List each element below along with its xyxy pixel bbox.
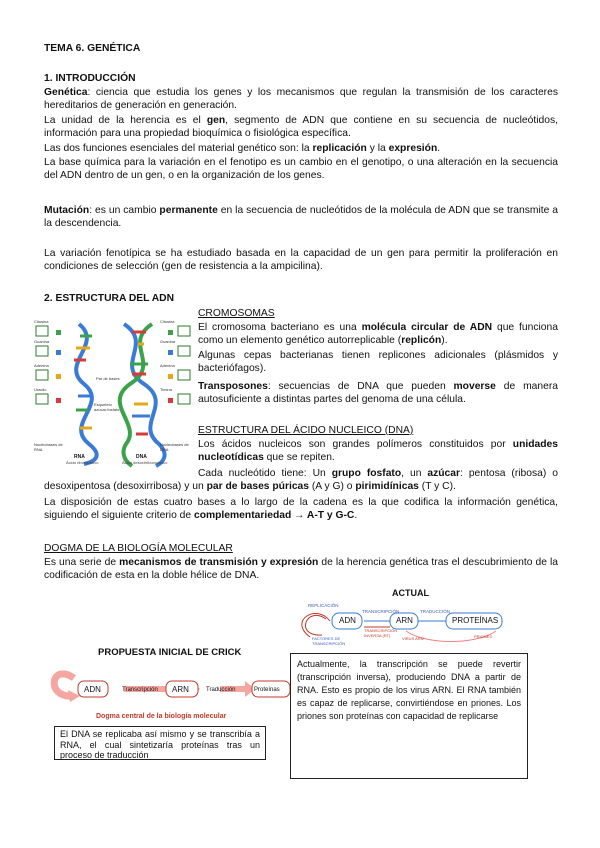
text: Cada nucleótido tiene: Un <box>198 468 332 479</box>
crick-caption: Dogma central de la biología molecular <box>96 713 227 720</box>
term-replicacion: replicación <box>312 143 367 154</box>
term-bases-puricas: par de bases púricas <box>206 481 310 492</box>
text: que funciona como un elemento genético autorreplicable ( <box>198 322 558 346</box>
actual-diagram <box>286 585 556 780</box>
text: (A y G) o <box>309 481 356 492</box>
term-expresion: expresión <box>388 143 438 154</box>
section-2-heading: 2. ESTRUCTURA DEL ADN <box>44 293 175 304</box>
text: Los ácidos nucleicos son grandes polímeros constituidos por <box>198 439 513 450</box>
crick-note-box <box>54 726 266 760</box>
paragraph-acidos <box>198 438 558 464</box>
paragraph-genetica <box>44 86 558 112</box>
dna-subtitle: Ácido desoxirribonucleico <box>122 460 168 465</box>
actual-factores-label: FACTORES DE TRANSCRIPCIÓN <box>312 636 346 646</box>
crick-transcripcion-label: Transcripción <box>122 687 158 693</box>
rna-subtitle: Ácido ribonucleico <box>66 460 99 465</box>
text: de la herencia genética tras el descubrimiento de la codificación de esta en la doble hélice de DNA. <box>44 557 558 581</box>
paragraph-replicones: Algunas cepas bacterianas tienen replicones adicionales (plásmidos y bacteriófagos). <box>198 350 558 374</box>
term-azucar: azúcar <box>427 468 461 479</box>
dna-label: DNA <box>136 454 147 460</box>
term-genetica: Genética <box>44 87 88 98</box>
term-mecanismos: mecanismos de transmisión y expresión <box>119 557 319 568</box>
rna-base-label: Guanina <box>34 339 50 344</box>
dna-base-label: Citosina <box>160 319 175 324</box>
actual-transcripcion-label: TRANSCRIPCIÓN <box>362 609 400 614</box>
text: : secuencias de DNA que pueden <box>267 381 454 392</box>
term-permanente: permanente <box>159 205 218 216</box>
text: : ciencia que estudia los genes y los mecanismos que regulan la transmisión de los caracteres hereditarios de generación en generación. <box>44 87 558 111</box>
rna-base-label: Citosina <box>34 319 49 324</box>
paragraph-gen <box>44 114 558 140</box>
paragraph-base-quimica: La base química para la variación en el fenotipo es un cambio en el genotipo, o una alteración en la secuencia del ADN dentro de un gen, o en la organización de los genes. <box>44 157 558 181</box>
dna-base-label: Timina <box>160 387 172 392</box>
crick-proteinas-label: Proteínas <box>254 687 280 693</box>
rna-base-label: Uracilo <box>34 387 47 392</box>
paragraph-nucleotido <box>44 467 558 493</box>
cromosomas-heading: CROMOSOMAS <box>198 308 275 319</box>
text: Es una serie de <box>44 557 120 568</box>
actual-title: ACTUAL <box>392 588 429 598</box>
dogma-heading: DOGMA DE LA BIOLOGÍA MOLECULAR <box>44 543 233 554</box>
text: . <box>437 143 441 154</box>
dna-rna-helix-figure <box>34 318 192 470</box>
actual-note-box <box>290 653 528 779</box>
text: La disposición de estas cuatro bases a lo largo de la cadena es la que codifica la información genética, siguiendo el siguiente criterio de <box>44 497 558 521</box>
dna-base-label: Adenina <box>160 363 175 368</box>
text: El cromosoma bacteriano es una <box>198 322 362 333</box>
term-mutacion: Mutación <box>44 205 90 216</box>
actual-proteinas-label: PROTEÍNAS <box>452 616 499 625</box>
acido-nucleico-heading: ESTRUCTURA DEL ÁCIDO NUCLEICO (DNA) <box>198 425 414 436</box>
dna-bases-caption: Nucleobases de DNA <box>160 442 189 452</box>
paragraph-disposicion <box>44 496 558 522</box>
term-molecula-circular: molécula circular de ADN <box>361 322 493 333</box>
text: que se repiten. <box>263 452 335 463</box>
crick-traduccion-label: Traducción <box>206 687 236 693</box>
term-transposones: Transposones <box>198 381 268 392</box>
text: : es un cambio <box>89 205 160 216</box>
paragraph-variacion: La variación fenotípica se ha estudiado basada en la capacidad de un gen para permitir la proliferación en condiciones de selección (gen de resistencia a la ampicilina). <box>44 248 558 272</box>
backbone-label: Esqueleto azúcar-fosfato <box>94 402 120 412</box>
term-replicon: replicón <box>401 335 442 346</box>
text: , un <box>401 468 428 479</box>
text: . <box>354 510 358 521</box>
text: de manera autosuficiente a distintas partes del genoma de una célula. <box>198 381 558 405</box>
actual-note: Actualmente, la transcripción se puede revertir (transcripción inversa), produciendo DNA a partir de RNA. Esto es propio de los virus ARN. El RNA también es capaz de replicarse, convirtiéndose en priones. Los priones son proteínas con capacidad de replicarse <box>297 659 521 721</box>
actual-priones-label: PRIONES <box>474 634 493 639</box>
crick-title: PROPUESTA INICIAL DE CRICK <box>98 647 242 658</box>
dna-base-label: Guanina <box>160 339 176 344</box>
crick-arn-label: ARN <box>172 685 189 694</box>
actual-adn-label: ADN <box>339 616 356 625</box>
base-pair-label: Par de bases <box>96 376 120 381</box>
actual-virus-arn-label: VIRUS ARN <box>402 636 424 641</box>
paragraph-transposones <box>198 380 558 406</box>
paragraph-mutacion <box>44 204 558 230</box>
text: Las dos funciones esenciales del material genético son: la <box>44 143 313 154</box>
actual-transcripcion-inversa-label: TRANSCRIPCIÓN INVERSA (RT) <box>364 628 398 638</box>
paragraph-cromosoma <box>198 321 558 347</box>
term-pirimidinicas: pirimidínicas <box>355 481 419 492</box>
term-moverse: moverse <box>453 381 496 392</box>
page-title: TEMA 6. GENÉTICA <box>44 43 141 54</box>
term-grupo-fosfato: grupo fosfato <box>331 468 402 479</box>
crick-diagram <box>40 640 290 760</box>
text: en la secuencia de nucleótidos de la molécula de ADN que se transmite a la descendencia. <box>44 205 559 229</box>
term-gen: gen <box>206 115 226 126</box>
actual-arn-label: ARN <box>396 616 413 625</box>
term-unidades-nucleotidicas: unidades nucleotídicas <box>198 439 558 463</box>
actual-traduccion-label: TRADUCCIÓN <box>420 609 450 614</box>
section-1-heading: 1. INTRODUCCIÓN <box>44 73 136 84</box>
text: ). <box>441 335 448 346</box>
term-complementariedad: complementariedad → A-T y G-C <box>193 510 355 521</box>
crick-note: El DNA se replicaba así mismo y se transcribía a RNA, el cual sintetizaría proteínas tras un proceso de traducción <box>60 729 260 760</box>
text: : pentosa (ribosa) o desoxipentosa (desoxirribosa) y un <box>44 468 558 492</box>
rna-base-label: Adenina <box>34 363 49 368</box>
rna-label: RNA <box>74 454 85 460</box>
paragraph-funciones <box>44 142 558 155</box>
text: La unidad de la herencia es el <box>44 115 207 126</box>
crick-flow-svg <box>40 658 290 710</box>
crick-adn-label: ADN <box>84 685 101 694</box>
paragraph-dogma <box>44 556 558 582</box>
text: (T y C). <box>418 481 456 492</box>
text: y la <box>366 143 389 154</box>
text: , segmento de ADN que contiene en su secuencia de nucleótidos, información para una propiedad bioquímica o fisiológica específica. <box>44 115 558 139</box>
actual-replicacion-label: REPLICACIÓN <box>308 603 339 608</box>
rna-bases-caption: Nucleobases de RNA <box>34 442 63 452</box>
